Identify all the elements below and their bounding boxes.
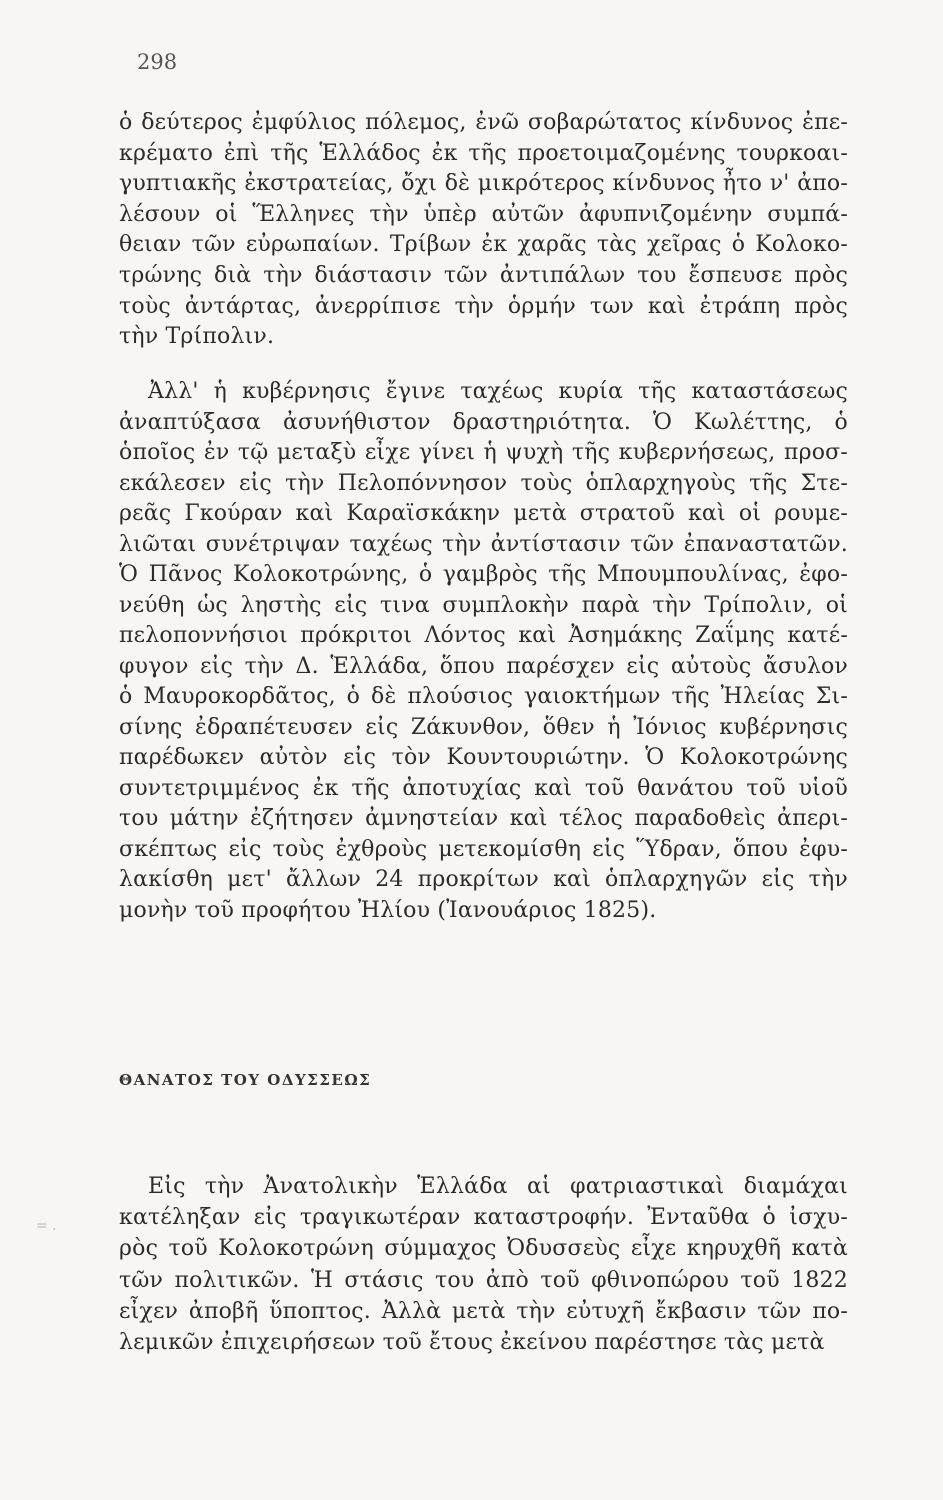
text-line: ρεᾶς Γκούραν καὶ Καραϊσκάκην μετὰ στρατοῦ καὶ οἱ ρουμε- xyxy=(119,501,848,526)
text-line: λιῶται συνέτριψαν ταχέως τὴν ἀντίστασιν τῶν ἐπαναστατῶν. xyxy=(119,531,848,557)
margin-mark: = . xyxy=(36,1218,57,1234)
text-line: τὴν Τρίπολιν. xyxy=(119,324,275,350)
text-line: θειαν τῶν εὐρωπαίων. Τρίβων ἐκ χαρᾶς τὰς χεῖρας ὁ Κολοκο- xyxy=(119,232,848,258)
text-line: ὁ Μαυροκορδᾶτος, ὁ δὲ πλούσιος γαιοκτήμων τῆς Ἠλείας Σι- xyxy=(119,684,848,709)
text-line: νεύθη ὡς ληστὴς εἰς τινα συμπλοκὴν παρὰ τὴν Τρίπολιν, οἱ xyxy=(119,592,848,618)
text-line: μονὴν τοῦ προφήτου Ἠλίου (Ἰανουάριος 1825). xyxy=(119,897,657,923)
text-line: λακίσθη μετ' ἄλλων 24 προκρίτων καὶ ὁπλαρχηγῶν εἰς τὴν xyxy=(119,867,848,892)
text-line: παρέδωκεν αὐτὸν εἰς τὸν Κουντουριώτην. Ὁ Κολοκοτρώνης xyxy=(119,745,848,770)
text-line: κατέληξαν εἰς τραγικωτέραν καταστροφήν. Ἐνταῦθα ὁ ἰσχυ- xyxy=(119,1205,848,1231)
text-line: γυπτιακῆς ἐκστρατείας, ὄχι δὲ μικρότερος κίνδυνος ἦτο ν' ἀπο- xyxy=(119,171,848,197)
text-line: συντετριμμένος ἐκ τῆς ἀποτυχίας καὶ τοῦ θανάτου τοῦ υἱοῦ xyxy=(119,775,848,801)
page-number: 298 xyxy=(137,50,178,74)
text-line: του μάτην ἐζήτησεν ἀμνηστείαν καὶ τέλος παραδοθεὶς ἀπερι- xyxy=(119,806,848,831)
text-line: φυγον εἰς τὴν Δ. Ἑλλάδα, ὅπου παρέσχεν εἰς αὐτοὺς ἄσυλον xyxy=(119,653,848,679)
text-line: εκάλεσεν εἰς τὴν Πελοπόννησον τοὺς ὁπλαρχηγοὺς τῆς Στε- xyxy=(119,470,848,496)
text-line: ἀναπτύξασα ἀσυνήθιστον δραστηριότητα. Ὁ Κωλέττης, ὁ xyxy=(119,409,848,435)
text-line: λέσουν οἱ Ἕλληνες τὴν ὑπὲρ αὐτῶν ἀφυπνιζομένην συμπά- xyxy=(119,201,848,227)
text-line: Ὁ Πᾶνος Κολοκοτρώνης, ὁ γαμβρὸς τῆς Μπουμπουλίνας, ἐφο- xyxy=(119,562,848,587)
text-line: ὁ δεύτερος ἐμφύλιος πόλεμος, ἐνῶ σοβαρώτατος κίνδυνος ἐπε- xyxy=(119,110,848,135)
text-line: κρέματο ἐπὶ τῆς Ἑλλάδος ἐκ τῆς προετοιμαζομένης τουρκοαι- xyxy=(119,140,848,166)
text-line: τρώνης διὰ τὴν διάστασιν τῶν ἀντιπάλων του ἔσπευσε πρὸς xyxy=(119,263,848,288)
text-line: τῶν πολιτικῶν. Ἡ στάσις του ἀπὸ τοῦ φθινοπώρου τοῦ 1822 xyxy=(119,1267,848,1293)
text-line: εἶχεν ἀποβῆ ὕποπτος. Ἀλλὰ μετὰ τὴν εὐτυχῆ ἔκβασιν τῶν πο- xyxy=(119,1298,848,1324)
text-line: τοὺς ἀντάρτας, ἀνερρίπισε τὴν ὁρμήν των καὶ ἐτράπη πρὸς xyxy=(119,293,848,319)
text-line: λεμικῶν ἐπιχειρήσεων τοῦ ἔτους ἐκείνου παρέστησε τὰς μετὰ xyxy=(119,1330,825,1355)
text-line: Ἀλλ' ἡ κυβέρνησις ἔγινε ταχέως κυρία τῆς καταστάσεως xyxy=(148,379,848,404)
text-line: πελοποννήσιοι πρόκριτοι Λόντος καὶ Ἀσημάκης Ζαΐμης κατέ- xyxy=(119,623,848,648)
text-line: ὁποῖος ἐν τῷ μεταξὺ εἶχε γίνει ἡ ψυχὴ τῆς κυβερνήσεως, προσ- xyxy=(119,440,848,465)
section-heading: ΘΑΝΑΤΟΣ ΤΟΥ ΟΔΥΣΣΕΩΣ xyxy=(119,1071,372,1089)
text-line: ρὸς τοῦ Κολοκοτρώνη σύμμαχος Ὀδυσσεὺς εἶχε κηρυχθῆ κατὰ xyxy=(119,1236,848,1262)
text-line: σίνης ἐδραπέτευσεν εἰς Ζάκυνθον, ὅθεν ἡ Ἰόνιος κυβέρνησις xyxy=(119,714,848,740)
text-line: Εἰς τὴν Ἀνατολικὴν Ἑλλάδα αἱ φατριαστικαὶ διαμάχαι xyxy=(148,1174,848,1199)
text-line: σκέπτως εἰς τοὺς ἐχθροὺς μετεκομίσθη εἰς Ὕδραν, ὅπου ἐφυ- xyxy=(119,836,848,862)
